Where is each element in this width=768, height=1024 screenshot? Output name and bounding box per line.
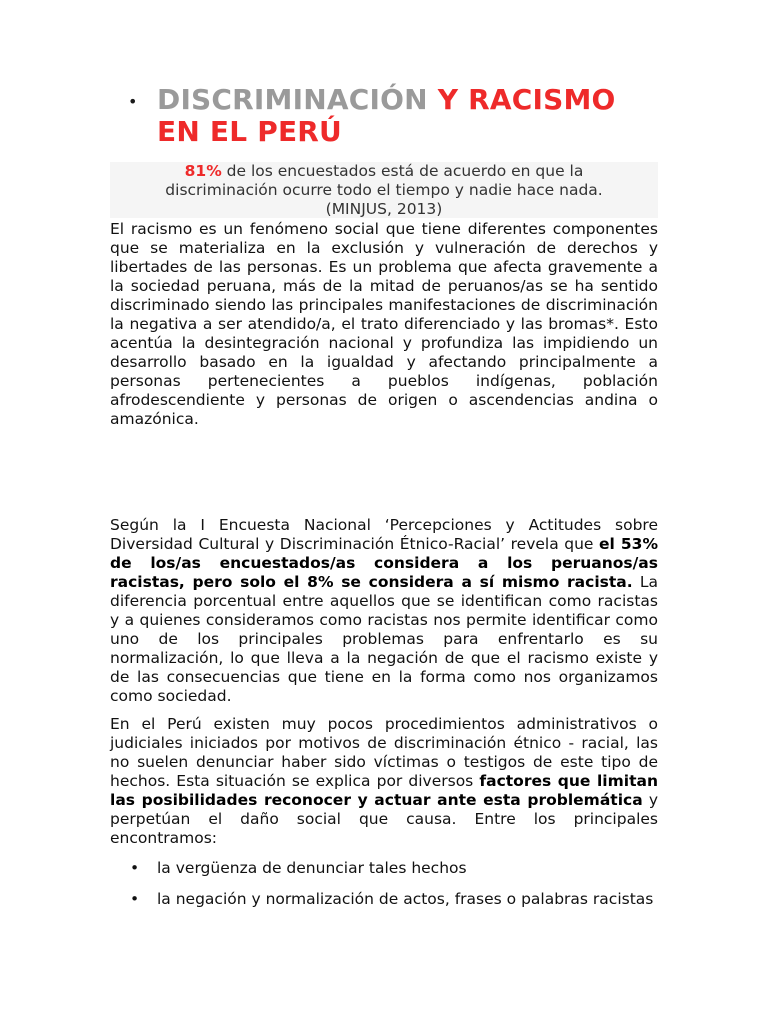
list-item xyxy=(110,890,705,909)
paragraph-procedures-bold: factores que limitan las posibilidades reconocer y actuar ante esta problemática xyxy=(110,772,658,809)
paragraph-procedures-intro: En el Perú existen muy pocos procedimientos administrativos o judiciales iniciados por motivos de discriminación étnico - racial, las no suelen denunciar haber sido víctimas o testigos de este tipo de hechos. Esta situación se explica por diversos xyxy=(110,715,658,790)
list-bullet: • xyxy=(130,890,140,908)
quote-percent: 81% xyxy=(184,162,222,180)
paragraph-survey-bold: el 53% de los/as encuestados/as considera a los peruanos/as racistas, pero solo el 8% se considera a sí mismo racista. xyxy=(110,535,658,591)
quote-line-2: discriminación ocurre todo el tiempo y nadie hace nada. xyxy=(165,181,603,199)
list-item-text: la vergüenza de denunciar tales hechos xyxy=(157,859,467,877)
paragraph-survey-rest: La diferencia porcentual entre aquellos que se identifican como racistas y a quienes consideramos como racistas nos permite identificar como uno de los principales problemas para enfrentarlo es su normalización, lo que lleva a la negación de que el racismo existe y de las consecuencias que tiene en la forma como nos organizamos como sociedad. xyxy=(110,573,659,705)
paragraph-survey xyxy=(110,516,658,706)
page-title xyxy=(157,84,658,148)
paragraph-racism-definition: El racismo es un fenómeno social que tiene diferentes componentes que se materializa en la exclusión y vulneración de derechos y libertades de las personas. Es un problema que afecta gravemente a la sociedad peruana, más de la mitad de peruanos/as se ha sentido discriminado siendo las principales manifestaciones de discriminación la negativa a ser atendido/a, el trato diferenciado y las bromas*. Esto acentúa la desintegración nacional y profundiza las impidiendo un desarrollo basado en la igualdad y afectando principalmente a personas pertenecientes a pueblos indígenas, población afrodescendiente y personas de origen o ascendencias andina o amazónica. xyxy=(110,220,658,428)
title-part-gray: DISCRIMINACIÓN xyxy=(157,83,438,116)
quote-line-1-text: de los encuestados está de acuerdo en que la xyxy=(221,162,584,180)
paragraph-procedures xyxy=(110,715,658,848)
paragraph-procedures-rest: y perpetúan el daño social que causa. Entre los principales encontramos: xyxy=(110,791,658,847)
quote-line-1 xyxy=(110,162,658,181)
list-bullet: • xyxy=(130,859,140,877)
paragraph-survey-intro: Según la I Encuesta Nacional ‘Percepciones y Actitudes sobre Diversidad Cultural y Discriminación Étnico-Racial’ revela que xyxy=(110,516,658,553)
title-part-red: Y RACISMO EN EL PERÚ xyxy=(157,83,616,148)
highlight-quote-box xyxy=(110,162,658,218)
title-bullet: • xyxy=(128,92,138,111)
quote-citation: (MINJUS, 2013) xyxy=(325,200,443,218)
list-item-text: la negación y normalización de actos, frases o palabras racistas xyxy=(157,890,654,908)
list-item xyxy=(110,859,705,878)
